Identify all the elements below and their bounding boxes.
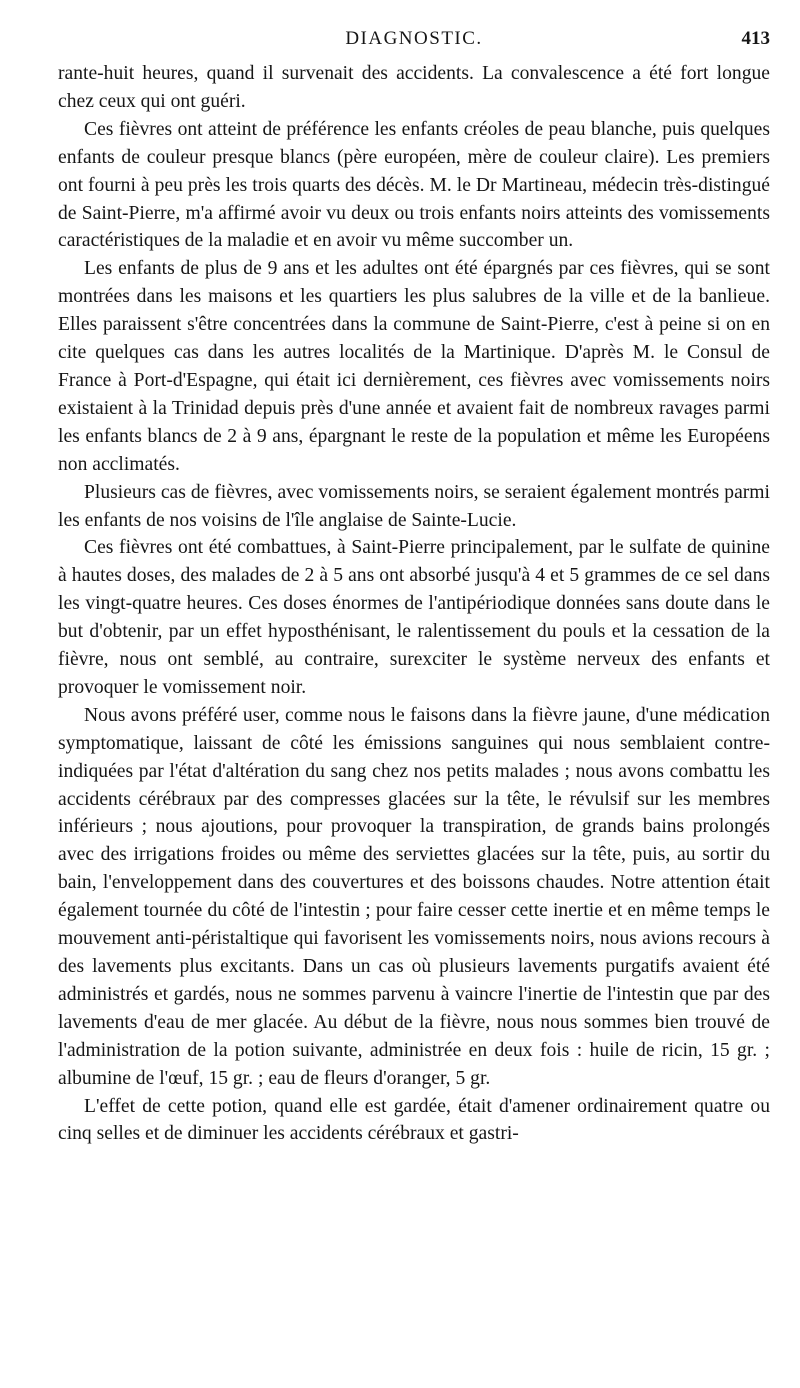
paragraph: Nous avons préféré user, comme nous le faisons dans la fièvre jaune, d'une médication symptomatique, laissant de côté les émissions sanguines qui nous semblaient contre-indiquées par l'état d'altération du sang chez nos petits malades ; nous avons combattu les accidents cérébraux par des compresses glacées sur la tête, le révulsif sur les membres inférieurs ; nous ajoutions, pour provoquer la transpiration, de grands bains prolongés avec des irrigations froides ou même des serviettes glacées sur la tête, puis, au sortir du bain, l'enveloppement dans des couvertures et des boissons chaudes. Notre attention était également tournée du côté de l'intestin ; pour faire cesser cette inertie et en même temps le mouvement anti-péristaltique qui favorisent les vomissements noirs, nous avions recours à des lavements plus excitants. Dans un cas où plusieurs lavements purgatifs avaient été administrés et gardés, nous ne sommes parvenu à vaincre l'inertie de l'intestin que par des lavements d'eau de mer glacée. Au début de la fièvre, nous nous sommes bien trouvé de l'administration de la potion suivante, administrée en deux fois : huile de ricin, 15 gr. ; albumine de l'œuf, 15 gr. ; eau de fleurs d'oranger, 5 gr. <box>58 704 770 1089</box>
page-header <box>58 20 770 60</box>
body-text <box>58 60 770 1148</box>
book-page <box>58 20 770 1148</box>
paragraph: L'effet de cette potion, quand elle est gardée, était d'amener ordinairement quatre ou cinq selles et de diminuer les accidents cérébraux et gastri- <box>58 1095 770 1145</box>
paragraph: Ces fièvres ont atteint de préférence les enfants créoles de peau blanche, puis quelques enfants de couleur presque blancs (père européen, mère de couleur claire). Les premiers ont fourni à peu près les trois quarts des décès. M. le Dr Martineau, médecin très-distingué de Saint-Pierre, m'a affirmé avoir vu deux ou trois enfants noirs atteints des vomissements caractéristiques de la maladie et en avoir vu même succomber un. <box>58 118 770 252</box>
paragraph: Plusieurs cas de fièvres, avec vomissements noirs, se seraient également montrés parmi les enfants de nos voisins de l'île anglaise de Sainte-Lucie. <box>58 481 770 531</box>
paragraph: rante-huit heures, quand il survenait des accidents. La convalescence a été fort longue chez ceux qui ont guéri. <box>58 63 770 112</box>
running-title: DIAGNOSTIC. <box>345 28 483 49</box>
paragraph: Les enfants de plus de 9 ans et les adultes ont été épargnés par ces fièvres, qui se sont montrées dans les maisons et les quartiers les plus salubres de la ville et de la banlieue. Elles paraissent s'être concentrées dans la commune de Saint-Pierre, c'est à peine si on en cite quelques cas dans les autres localités de la Martinique. D'après M. le Consul de France à Port-d'Espagne, qui était ici dernièrement, ces fièvres avec vomissements noirs existaient à la Trinidad depuis près d'une année et avaient fait de nombreux ravages parmi les enfants blancs de 2 à 9 ans, épargnant le reste de la population et même les Européens non acclimatés. <box>58 258 770 475</box>
page-number: 413 <box>741 28 770 49</box>
paragraph: Ces fièvres ont été combattues, à Saint-Pierre principalement, par le sulfate de quinine à hautes doses, des malades de 2 à 5 ans ont absorbé jusqu'à 4 et 5 grammes de ce sel dans les vingt-quatre heures. Ces doses énormes de l'antipériodique données sans doute dans le but d'obtenir, par un effet hyposthénisant, le ralentissement du pouls et la cessation de la fièvre, nous ont semblé, au contraire, surexciter le système nerveux des enfants et provoquer le vomissement noir. <box>58 537 770 698</box>
